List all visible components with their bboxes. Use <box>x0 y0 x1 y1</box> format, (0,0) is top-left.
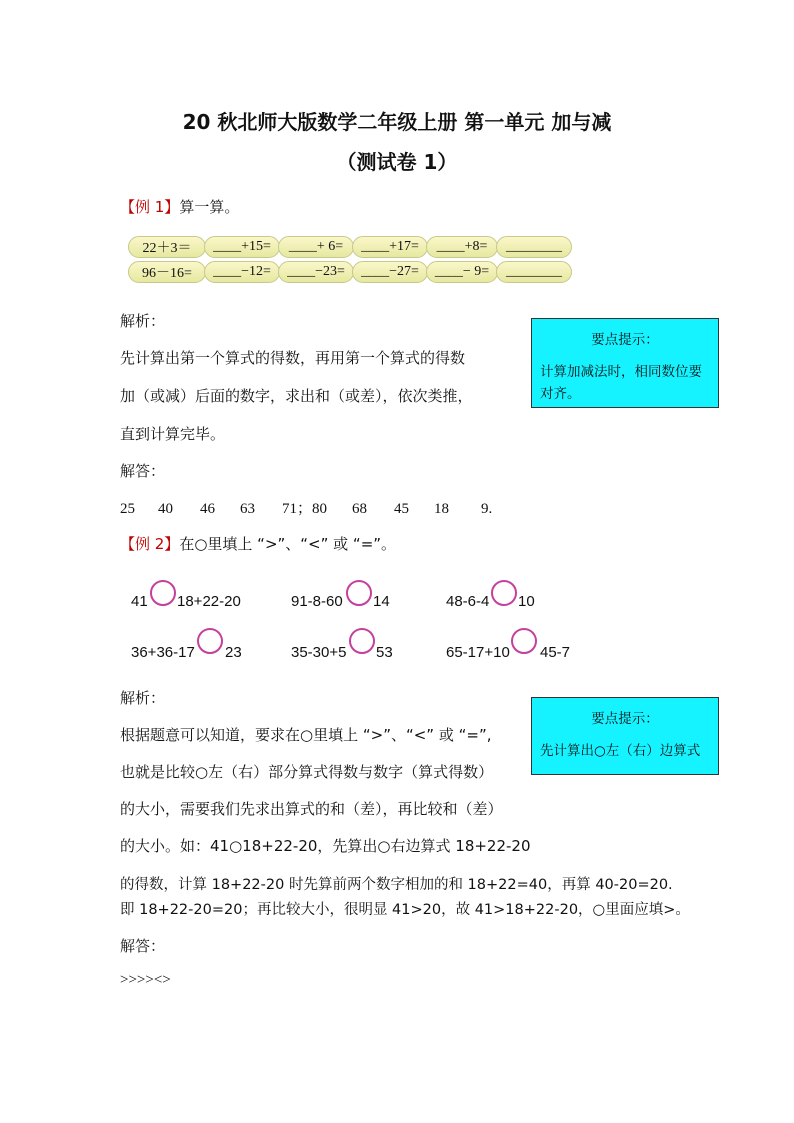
example2-prompt: 在○里填上 “>”、“<” 或 “=”。 <box>179 535 397 553</box>
comparison-right: 14 <box>373 593 390 610</box>
answer-value: 18 <box>434 501 449 517</box>
comparison-right: 10 <box>518 593 535 610</box>
comparison-left: 41 <box>131 593 148 610</box>
answer-circle[interactable] <box>511 628 537 654</box>
example2-analysis-line: 即 18+22-20=20；再比较大小，很明显 41>20，故 41>18+22-20，○里面应填>。 <box>120 902 690 918</box>
example1-analysis-line: 加（或减）后面的数字，求出和（或差），依次类推， <box>120 387 473 405</box>
answer-value: 68 <box>352 501 367 517</box>
example2-analysis-line: 也就是比较○左（右）部分算式得数与数字（算式得数） <box>120 763 494 781</box>
example1-tag: 【例 1】 <box>120 198 180 216</box>
tip-box-1 <box>531 318 719 408</box>
tip-body-line: 计算加减法时，相同数位要 <box>540 364 702 380</box>
example1-analysis-line: 先计算出第一个算式的得数，再用第一个算式的得数 <box>120 349 466 367</box>
comparison-left: 48-6-4 <box>446 593 490 610</box>
expr-cell: ____−23= <box>278 261 354 283</box>
comparison-right: 53 <box>376 644 393 661</box>
example2-answer-label: 解答： <box>120 937 166 955</box>
tip-heading: 要点提示： <box>591 711 659 727</box>
example2-answer: >>>><> <box>120 972 171 988</box>
expr-cell: 96－16= <box>128 261 206 283</box>
tip-body-line: 对齐。 <box>540 386 581 402</box>
expr-cell: ____+17= <box>352 236 428 258</box>
expr-cell: ____+8= <box>426 236 498 258</box>
page-title: 20 秋北师大版数学二年级上册 第一单元 加与减 <box>182 110 612 134</box>
example1-prompt: 算一算。 <box>179 198 240 216</box>
comparison-right: 18+22-20 <box>177 593 241 610</box>
expr-cell: ____−12= <box>204 261 280 283</box>
answer-circle[interactable] <box>197 628 223 654</box>
answer-value: 25 <box>120 501 135 517</box>
answer-value: 71；80 <box>282 501 328 517</box>
tip-heading: 要点提示： <box>591 332 659 348</box>
page-subtitle: （测试卷 1） <box>336 150 458 174</box>
answer-value: 40 <box>158 501 173 517</box>
example2-analysis-line: 的大小，需要我们先求出算式的和（差），再比较和（差） <box>120 800 503 818</box>
answer-value: 9. <box>481 501 493 517</box>
answer-circle[interactable] <box>491 580 517 606</box>
example1-heading <box>120 196 239 217</box>
answer-circle[interactable] <box>150 580 176 606</box>
example2-tag: 【例 2】 <box>120 535 180 553</box>
example1-analysis-label: 解析： <box>120 312 166 330</box>
comparison-right: 23 <box>225 644 242 661</box>
expr-cell: ____+15= <box>204 236 280 258</box>
answer-value: 45 <box>394 501 409 517</box>
comparison-left: 91-8-60 <box>291 593 343 610</box>
answer-value: 63 <box>240 501 255 517</box>
answer-value: 46 <box>200 501 215 517</box>
example2-analysis-line: 的得数，计算 18+22-20 时先算前两个数字相加的和 18+22=40，再算 40-20=20. <box>120 877 673 893</box>
comparison-left: 35-30+5 <box>291 644 347 661</box>
example2-analysis-label: 解析： <box>120 689 166 707</box>
expr-cell: 22＋3＝ <box>128 236 206 258</box>
example2-analysis-line: 根据题意可以知道，要求在○里填上 “>”、“<” 或 “=”, <box>120 726 492 744</box>
answer-circle[interactable] <box>349 628 375 654</box>
expr-cell: ________ <box>496 261 572 283</box>
example1-answers <box>120 497 492 518</box>
comparison-left: 65-17+10 <box>446 644 510 661</box>
expr-cell: ____− 9= <box>426 261 498 283</box>
comparison-left: 36+36-17 <box>131 644 195 661</box>
example2-heading <box>120 533 396 554</box>
expr-cell: ________ <box>496 236 572 258</box>
comparison-right: 45-7 <box>540 644 571 661</box>
tip-box-2 <box>531 697 719 775</box>
expr-cell: ____−27= <box>352 261 428 283</box>
expr-cell: ____+ 6= <box>278 236 354 258</box>
tip-body-line: 先计算出○左（右）边算式 <box>540 743 701 759</box>
example1-analysis-line: 直到计算完毕。 <box>120 425 226 443</box>
example2-analysis-line: 的大小。如：41○18+22-20，先算出○右边算式 18+22-20 <box>120 837 531 855</box>
answer-circle[interactable] <box>346 580 372 606</box>
example1-answer-label: 解答： <box>120 462 166 480</box>
